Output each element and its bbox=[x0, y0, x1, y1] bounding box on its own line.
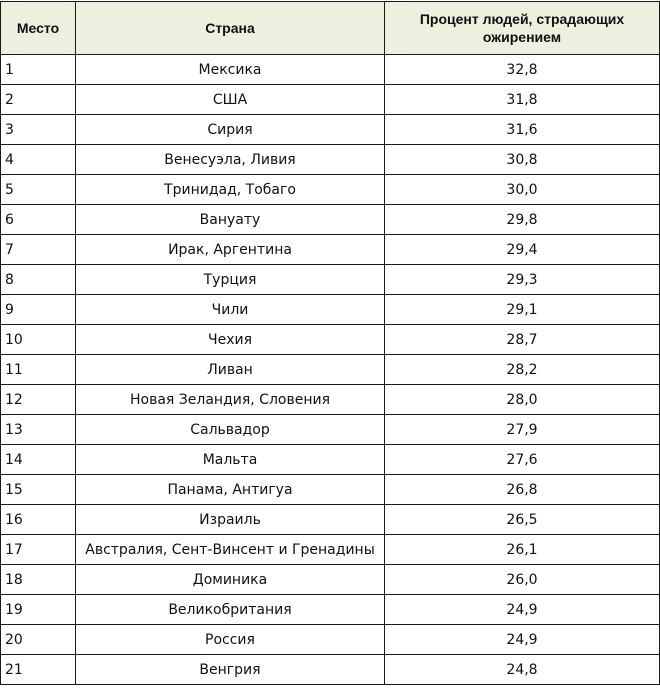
table-row bbox=[1, 625, 660, 655]
cell-place: 13 bbox=[1, 415, 76, 445]
table-header bbox=[1, 2, 660, 55]
cell-place: 18 bbox=[1, 565, 76, 595]
table-row bbox=[1, 475, 660, 505]
table-row bbox=[1, 415, 660, 445]
cell-country: Мальта bbox=[76, 445, 385, 475]
cell-country: Венгрия bbox=[76, 655, 385, 685]
cell-percent: 27,9 bbox=[385, 415, 660, 445]
table-row bbox=[1, 55, 660, 85]
cell-place: 16 bbox=[1, 505, 76, 535]
cell-percent: 27,6 bbox=[385, 445, 660, 475]
cell-percent: 28,2 bbox=[385, 355, 660, 385]
cell-place: 14 bbox=[1, 445, 76, 475]
cell-country: Турция bbox=[76, 265, 385, 295]
cell-percent: 26,8 bbox=[385, 475, 660, 505]
cell-place: 5 bbox=[1, 175, 76, 205]
cell-place: 10 bbox=[1, 325, 76, 355]
header-percent: Процент людей, страдающих ожирением bbox=[385, 2, 660, 55]
cell-country: Чили bbox=[76, 295, 385, 325]
cell-percent: 31,6 bbox=[385, 115, 660, 145]
table-body bbox=[1, 55, 660, 685]
header-country: Страна bbox=[76, 2, 385, 55]
table-row bbox=[1, 145, 660, 175]
cell-country: Сирия bbox=[76, 115, 385, 145]
table-row bbox=[1, 235, 660, 265]
cell-country: США bbox=[76, 85, 385, 115]
cell-percent: 24,9 bbox=[385, 625, 660, 655]
cell-country: Новая Зеландия, Словения bbox=[76, 385, 385, 415]
cell-place: 15 bbox=[1, 475, 76, 505]
table-row bbox=[1, 205, 660, 235]
cell-percent: 30,8 bbox=[385, 145, 660, 175]
cell-place: 1 bbox=[1, 55, 76, 85]
cell-percent: 26,0 bbox=[385, 565, 660, 595]
table-row bbox=[1, 295, 660, 325]
cell-country: Панама, Антигуа bbox=[76, 475, 385, 505]
cell-country: Тринидад, Тобаго bbox=[76, 175, 385, 205]
cell-country: Ирак, Аргентина bbox=[76, 235, 385, 265]
cell-place: 20 bbox=[1, 625, 76, 655]
cell-place: 6 bbox=[1, 205, 76, 235]
header-place: Место bbox=[1, 2, 76, 55]
cell-place: 19 bbox=[1, 595, 76, 625]
cell-place: 2 bbox=[1, 85, 76, 115]
cell-country: Чехия bbox=[76, 325, 385, 355]
table-row bbox=[1, 355, 660, 385]
cell-country: Израиль bbox=[76, 505, 385, 535]
cell-percent: 31,8 bbox=[385, 85, 660, 115]
cell-country: Австралия, Сент-Винсент и Гренадины bbox=[76, 535, 385, 565]
table-row bbox=[1, 565, 660, 595]
cell-place: 11 bbox=[1, 355, 76, 385]
table-row bbox=[1, 175, 660, 205]
cell-place: 17 bbox=[1, 535, 76, 565]
cell-country: Доминика bbox=[76, 565, 385, 595]
cell-place: 8 bbox=[1, 265, 76, 295]
cell-country: Великобритания bbox=[76, 595, 385, 625]
obesity-ranking-table bbox=[0, 1, 660, 685]
cell-country: Мексика bbox=[76, 55, 385, 85]
cell-percent: 26,1 bbox=[385, 535, 660, 565]
cell-place: 21 bbox=[1, 655, 76, 685]
table-row bbox=[1, 85, 660, 115]
cell-place: 7 bbox=[1, 235, 76, 265]
table-row bbox=[1, 655, 660, 685]
cell-percent: 28,0 bbox=[385, 385, 660, 415]
table-row bbox=[1, 445, 660, 475]
cell-country: Ливан bbox=[76, 355, 385, 385]
cell-place: 9 bbox=[1, 295, 76, 325]
cell-percent: 24,9 bbox=[385, 595, 660, 625]
table-row bbox=[1, 595, 660, 625]
cell-place: 3 bbox=[1, 115, 76, 145]
cell-country: Венесуэла, Ливия bbox=[76, 145, 385, 175]
table-row bbox=[1, 505, 660, 535]
cell-percent: 30,0 bbox=[385, 175, 660, 205]
cell-place: 4 bbox=[1, 145, 76, 175]
cell-percent: 29,1 bbox=[385, 295, 660, 325]
table-row bbox=[1, 385, 660, 415]
table-row bbox=[1, 265, 660, 295]
cell-place: 12 bbox=[1, 385, 76, 415]
cell-percent: 29,4 bbox=[385, 235, 660, 265]
table-row bbox=[1, 115, 660, 145]
table-row bbox=[1, 325, 660, 355]
cell-percent: 26,5 bbox=[385, 505, 660, 535]
header-row bbox=[1, 2, 660, 55]
cell-percent: 32,8 bbox=[385, 55, 660, 85]
cell-percent: 29,3 bbox=[385, 265, 660, 295]
cell-percent: 29,8 bbox=[385, 205, 660, 235]
cell-country: Сальвадор bbox=[76, 415, 385, 445]
cell-country: Россия bbox=[76, 625, 385, 655]
table-row bbox=[1, 535, 660, 565]
cell-percent: 24,8 bbox=[385, 655, 660, 685]
cell-percent: 28,7 bbox=[385, 325, 660, 355]
cell-country: Вануату bbox=[76, 205, 385, 235]
